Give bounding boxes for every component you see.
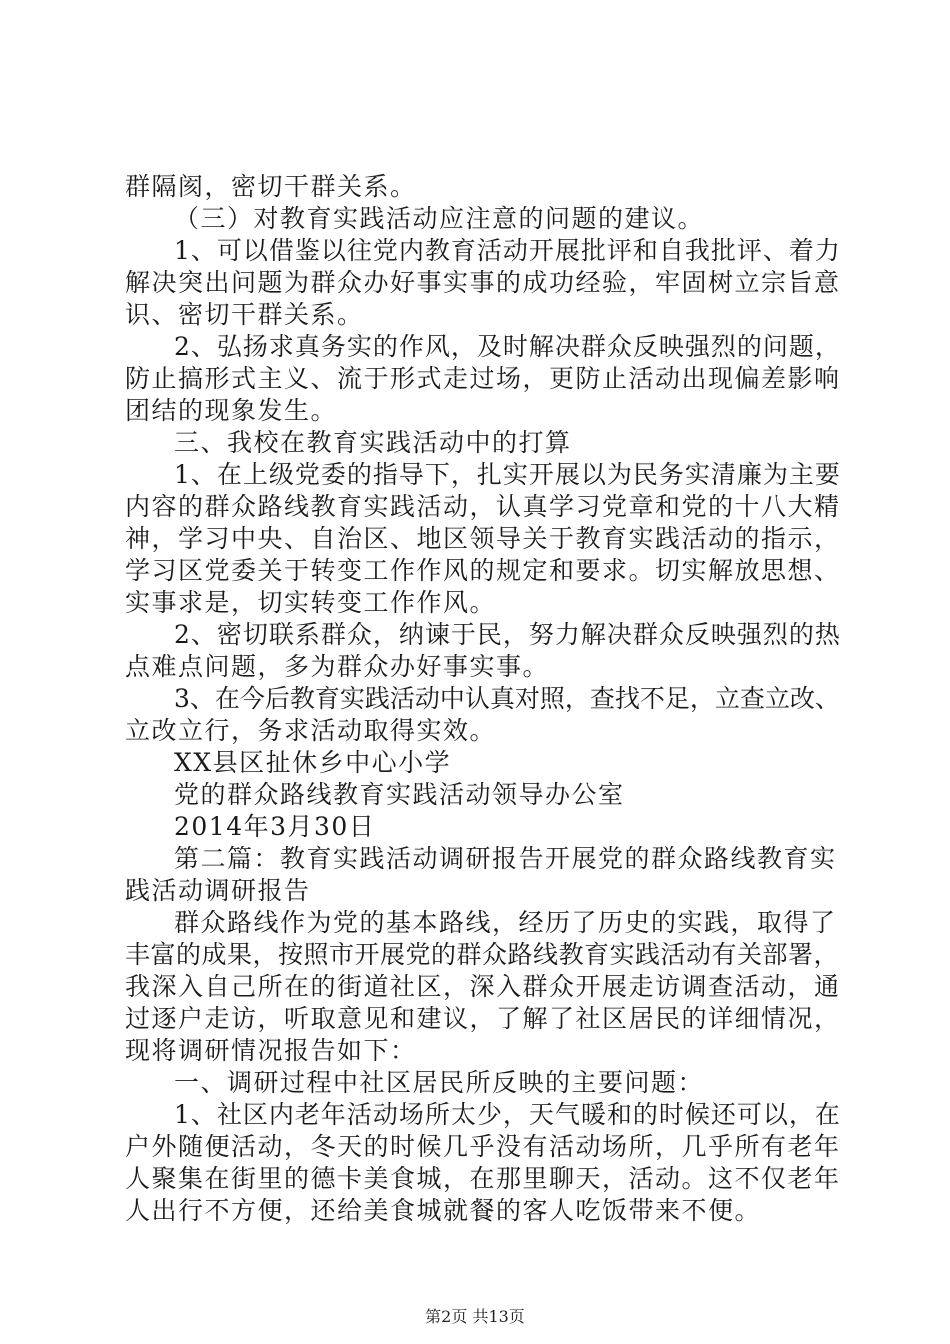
text-line: 解决突出问题为群众办好事实事的成功经验，牢固树立宗旨意 <box>125 268 841 297</box>
section-heading: 三、我校在教育实践活动中的打算 <box>174 428 572 457</box>
page-footer: 第2页 共13页 <box>425 1307 525 1326</box>
section-title: 践活动调研报告 <box>125 876 311 905</box>
text-line: 丰富的成果，按照市开展党的群众路线教育实践活动有关部署， <box>125 940 840 969</box>
text-line: 人聚集在街里的德卡美食城，在那里聊天，活动。这不仅老年 <box>125 1164 841 1193</box>
text-line: 识、密切干群关系。 <box>125 300 364 329</box>
text-line: 学习区党委关于转变工作作风的规定和要求。切实解放思想、 <box>125 556 841 585</box>
text-line: 人出行不方便，还给美食城就餐的客人吃饭带来不便。 <box>125 1196 762 1225</box>
signature-office: 党的群众路线教育实践活动领导办公室 <box>174 780 625 809</box>
text-line: （三）对教育实践活动应注意的问题的建议。 <box>174 204 705 233</box>
text-line: 神，学习中央、自治区、地区领导关于教育实践活动的指示， <box>125 524 841 553</box>
text-line: 现将调研情况报告如下： <box>125 1036 417 1065</box>
text-line: 点难点问题，多为群众办好事实事。 <box>125 652 550 681</box>
text-line: 群众路线作为党的基本路线，经历了历史的实践，取得了 <box>174 908 837 937</box>
signature-org: XX县区扯休乡中心小学 <box>174 748 452 777</box>
text-line: 实事求是，切实转变工作作风。 <box>125 588 497 617</box>
text-line: 立改立行，务求活动取得实效。 <box>125 716 497 745</box>
text-line: 我深入自己所在的街道社区，深入群众开展走访调查活动，通 <box>125 972 841 1001</box>
text-line: 过逐户走访，听取意见和建议，了解了社区居民的详细情况， <box>125 1004 841 1033</box>
text-line: 3、在今后教育实践活动中认真对照，查找不足，立查立改、 <box>174 684 840 713</box>
text-line: 户外随便活动，冬天的时候几乎没有活动场所，几乎所有老年 <box>125 1132 841 1161</box>
text-line: 群隔阂，密切干群关系。 <box>125 172 417 201</box>
section-title: 第二篇：教育实践活动调研报告开展党的群众路线教育实 <box>174 844 837 873</box>
text-line: 1、在上级党委的指导下，扎实开展以为民务实清廉为主要 <box>174 460 841 489</box>
signature-date: 2014年3月30日 <box>174 812 376 841</box>
text-line: 2、密切联系群众，纳谏于民，努力解决群众反映强烈的热 <box>174 620 841 649</box>
text-line: 2、弘扬求真务实的作风，及时解决群众反映强烈的问题， <box>174 332 841 361</box>
text-line: 1、社区内老年活动场所太少，天气暖和的时候还可以，在 <box>174 1100 841 1129</box>
text-line: 内容的群众路线教育实践活动，认真学习党章和党的十八大精 <box>125 492 841 521</box>
section-heading: 一、调研过程中社区居民所反映的主要问题： <box>174 1068 705 1097</box>
text-line: 防止搞形式主义、流于形式走过场，更防止活动出现偏差影响 <box>125 364 841 393</box>
text-line: 团结的现象发生。 <box>125 396 338 425</box>
text-line: 1、可以借鉴以往党内教育活动开展批评和自我批评、着力 <box>174 236 841 265</box>
